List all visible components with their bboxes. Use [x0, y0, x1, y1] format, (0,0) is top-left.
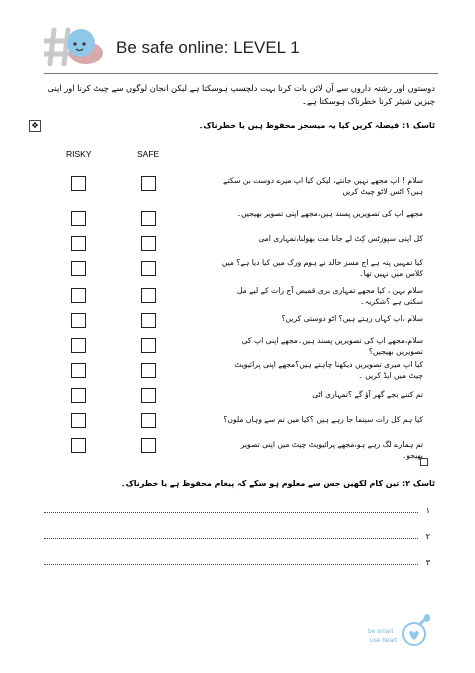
message-11: تم ہمارے لگ رہے ہو،مجھے پرائیویٹ چیٹ میں اپنی تصویر بھیجو۔	[240, 440, 423, 460]
risky-checkbox-11[interactable]	[71, 438, 86, 453]
message-9: تم کتنے بجے گھر آؤ گے ؟تمہاری اٹی	[312, 390, 423, 399]
safe-checkbox-10[interactable]	[141, 413, 156, 428]
answer-number: ٣	[425, 558, 430, 567]
risky-checkbox-4[interactable]	[71, 261, 86, 276]
footer-logo	[368, 614, 436, 656]
answer-line-1[interactable]	[44, 503, 430, 515]
answer-line-2[interactable]	[44, 529, 430, 541]
safe-column-header: SAFE	[137, 149, 160, 159]
dotted-line	[44, 538, 418, 539]
safe-checkbox-1[interactable]	[141, 176, 156, 191]
heart-spoon-icon	[398, 614, 432, 648]
dotted-line	[44, 512, 418, 513]
task1-heading: ٹاسک ١: فیصلہ کریں کیا یہ میسجز محفوظ ہیں یا خطرناک۔	[198, 121, 435, 130]
message-8: کیا اپ میری تصویریں دیکھنا چاہتے ہیں؟مجھے اپنی پرائیویٹ چیٹ میں ایڈ کریں ۔	[234, 360, 423, 380]
safe-checkbox-7[interactable]	[141, 338, 156, 353]
safe-checkbox-2[interactable]	[141, 211, 156, 226]
move-handle-icon[interactable]: ✥	[29, 120, 41, 132]
dotted-line	[44, 564, 418, 565]
intro-paragraph: دوستوں اور رشتہ داروں سے آن لائن بات کرنا بہت دلچسپ ہوسکتا ہے لیکن انجان لوگوں سے چیٹ کرنا اور اپنی چیزیں شیئر کرنا خطرناک ہوسکتا ہے۔	[47, 83, 435, 106]
safe-checkbox-6[interactable]	[141, 313, 156, 328]
safe-checkbox-11[interactable]	[141, 438, 156, 453]
message-7: سلام،مجھے اپ کی تصویریں پسند ہیں۔مجھے اپنی اپ کی تصویریں بھیجیں؟	[241, 336, 423, 356]
page-title: Be safe online: LEVEL 1	[116, 38, 300, 57]
risky-checkbox-10[interactable]	[71, 413, 86, 428]
task2-heading: ٹاسک ٢: تین کام لکھیں جس سے معلوم ہو سکے کہ پیغام محفوظ ہے یا خطرناک۔	[120, 479, 435, 488]
answer-line-3[interactable]	[44, 555, 430, 567]
risky-checkbox-6[interactable]	[71, 313, 86, 328]
footer-line2: use heart	[370, 637, 398, 644]
message-1: سلام ! اپ مجھے نہیں جانتے، لیکن کیا اپ میرے دوست بن سکتے ہیں؟ اٹس لاٹو چیٹ کریں	[223, 176, 423, 196]
safe-checkbox-3[interactable]	[141, 236, 156, 251]
risky-checkbox-3[interactable]	[71, 236, 86, 251]
risky-checkbox-8[interactable]	[71, 363, 86, 378]
footer-line1: be smart	[368, 628, 394, 635]
message-6: سلام ،اپ کہاں رہتے ہیں؟ اٹو دوستی کریں؟	[281, 314, 423, 323]
message-2: مجھے اپ کی تصویریں پسند ہیں،مجھے اپنی تصویر بھیجیں۔	[236, 209, 423, 218]
message-5: سلام بہن ، کیا مجھے تمہاری بری قمیض آج رات کے لیے مل سکتی ہے ؟شکریہ۔	[236, 286, 423, 306]
title-divider	[44, 73, 438, 74]
risky-checkbox-9[interactable]	[71, 388, 86, 403]
risky-checkbox-1[interactable]	[71, 176, 86, 191]
safe-checkbox-8[interactable]	[141, 363, 156, 378]
answer-number: ٢	[425, 532, 430, 541]
message-4: کیا تمہیں پتہ ہے اج مسز خالد نے ہوم ورک میں کیا دیا ہے؟ میں کلاس میں نہیں تھا۔	[221, 258, 423, 278]
hashtag-cloud-logo-icon	[44, 26, 106, 66]
safe-checkbox-4[interactable]	[141, 261, 156, 276]
risky-column-header: RISKY	[66, 149, 92, 159]
risky-checkbox-7[interactable]	[71, 338, 86, 353]
message-10: کیا ہم کل رات سینما جا رہے ہیں ؟کیا میں تم سے وہاں ملوں؟	[223, 415, 423, 424]
risky-checkbox-2[interactable]	[71, 211, 86, 226]
resize-handle-icon[interactable]	[420, 458, 428, 466]
safe-checkbox-5[interactable]	[141, 288, 156, 303]
message-3: کل اپنی سپورٹس کِٹ لے جانا مت بھولنا،تمہاری امی	[258, 234, 423, 243]
answer-number: ١	[425, 506, 430, 515]
safe-checkbox-9[interactable]	[141, 388, 156, 403]
risky-checkbox-5[interactable]	[71, 288, 86, 303]
